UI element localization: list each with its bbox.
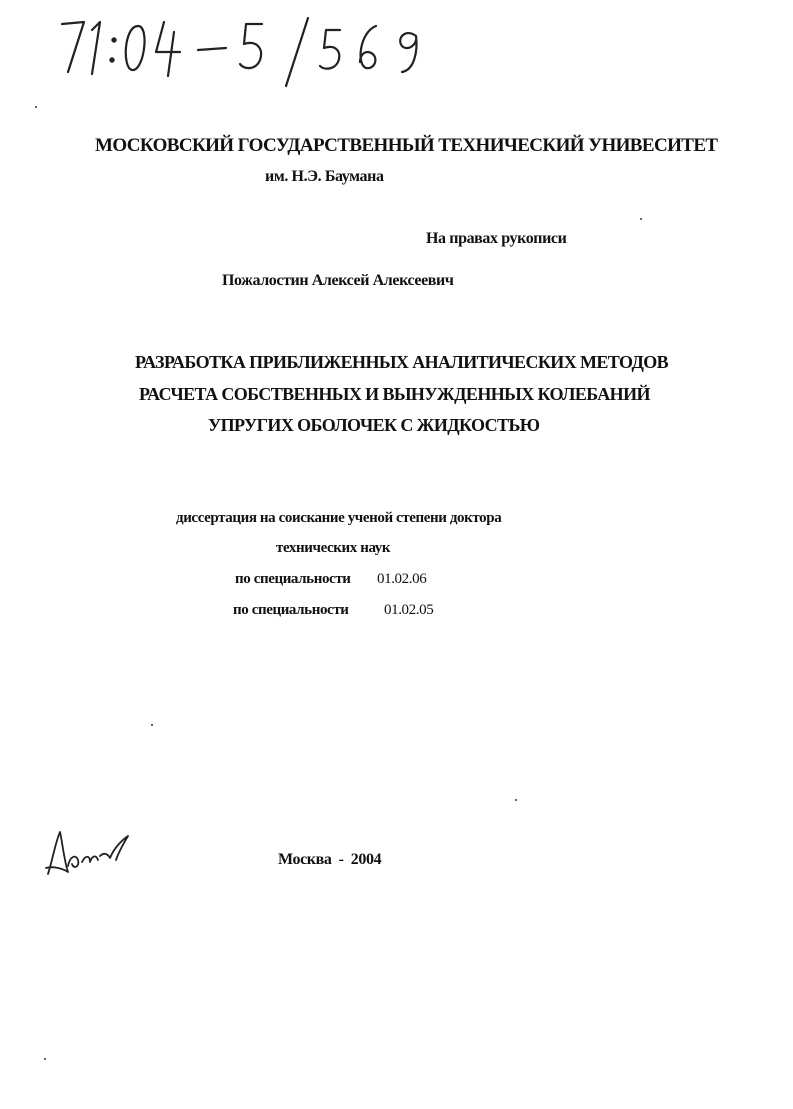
university-name: им. Н.Э. Баумана: [265, 168, 384, 185]
degree-line: диссертация на соискание ученой степени доктора: [176, 510, 502, 526]
scan-speck: [44, 1058, 46, 1060]
scan-speck: [640, 218, 642, 220]
dissertation-title-line: РАЗРАБОТКА ПРИБЛИЖЕННЫХ АНАЛИТИЧЕСКИХ МЕТОДОВ: [135, 352, 669, 372]
manuscript-rights-label: На правах рукописи: [426, 230, 567, 247]
handwritten-archive-number: [58, 14, 438, 90]
specialty-label: по специальности: [233, 602, 349, 618]
dissertation-title-line: РАСЧЕТА СОБСТВЕННЫХ И ВЫНУЖДЕННЫХ КОЛЕБАНИЙ: [139, 384, 650, 404]
author-name: Пожалостин Алексей Алексеевич: [222, 272, 454, 289]
specialty-label: по специальности: [235, 571, 351, 587]
dissertation-title-line: УПРУГИХ ОБОЛОЧЕК С ЖИДКОСТЬЮ: [208, 415, 540, 435]
degree-field: технических наук: [276, 540, 391, 556]
handwritten-signature: [42, 826, 142, 882]
scan-speck: [515, 799, 517, 801]
specialty-code: 01.02.05: [384, 602, 434, 618]
scan-speck: [35, 106, 37, 108]
city-year: Москва - 2004: [278, 851, 382, 868]
university-title: МОСКОВСКИЙ ГОСУДАРСТВЕННЫЙ ТЕХНИЧЕСКИЙ УНИВЕСИТЕТ: [95, 135, 718, 156]
scan-speck: [151, 724, 153, 726]
specialty-code: 01.02.06: [377, 571, 427, 587]
